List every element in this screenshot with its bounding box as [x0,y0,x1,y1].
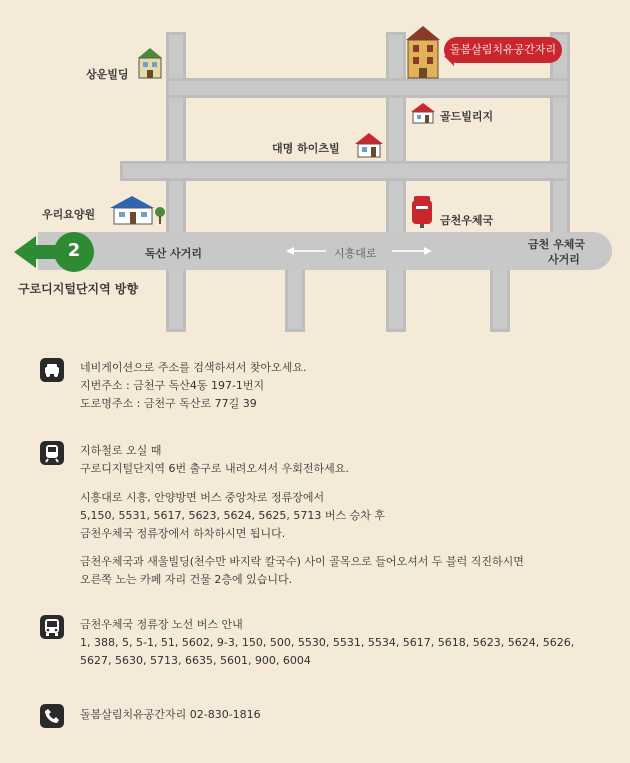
road [166,78,570,98]
car-info-line: 네비게이션으로 주소를 검색하셔서 찾아오세요. [80,361,307,374]
subway-info-line: 금천우체국 정류장에서 하차하시면 됩니다. [80,527,286,540]
road [285,260,305,332]
road-name-label: 시흥대로 [334,247,377,260]
post-office-icon [408,194,436,228]
direction-label: 구로디지털단지역 방향 [18,282,139,296]
daemyung-heights-icon [354,132,384,158]
destination-callout: 돌봄살림치유공간자리 [444,37,562,63]
subway-info-line: 시흥대로 시흥, 안양방면 버스 중앙차로 정류장에서 [80,491,325,504]
woori-nursing-label: 우리요양원 [42,208,96,221]
subway-icon [40,441,64,465]
car-info-line: 지번주소 : 금천구 독산4동 197-1번지 [80,379,265,392]
callout-tail [444,56,454,66]
bus-icon [40,615,64,639]
road [490,260,510,332]
bus-info-line: 금천우체국 정류장 노선 버스 안내 [80,618,243,631]
car-icon [40,358,64,382]
road [166,32,186,332]
gold-village-label: 골드빌리지 [440,110,494,123]
intersection-label-line2: 사거리 [548,253,580,266]
bus-info-line: 5627, 5630, 5713, 6635, 5601, 900, 6004 [80,654,311,667]
car-info-line: 도로명주소 : 금천구 독산로 77길 39 [80,397,257,410]
intersection-label-line1: 금천 우체국 [528,238,585,251]
woori-nursing-icon [106,194,166,228]
subway-info-line: 오른쪽 노는 카페 자리 건물 2층에 있습니다. [80,573,293,586]
subway-info-line: 금천우체국과 새울빌딩(천수만 바지락 칼국수) 사이 골목으로 들어오셔서 두 블럭 직진하시면 [80,555,524,568]
road [386,32,406,332]
destination-building-icon [404,24,442,80]
road [550,32,570,242]
gold-village-icon [410,102,436,124]
subway-info-line: 5,150, 5531, 5617, 5623, 5624, 5625, 5713 버스 승차 후 [80,509,386,522]
phone-info: 돌봄살림치유공간자리 02-830-1816 [80,708,261,721]
subway-info-line: 지하철로 오실 때 [80,444,162,457]
exit-number: 2 [67,240,81,261]
doksan-intersection-label: 독산 사거리 [145,247,202,260]
phone-icon [40,704,64,728]
sangun-building-label: 상운빌딩 [86,68,129,81]
bus-info-line: 1, 388, 5, 5-1, 51, 5602, 9-3, 150, 500, 5530, 5531, 5534, 5617, 5618, 5623, 5624, 5626, [80,636,575,649]
daemyung-heights-label: 대명 하이츠빌 [272,142,340,155]
post-office-label: 금천우체국 [440,214,494,227]
subway-info-line: 구로디지털단지역 6번 출구로 내려오셔서 우회전하세요. [80,462,349,475]
sangun-building-icon [136,46,164,80]
map [0,0,630,340]
road [120,161,570,181]
